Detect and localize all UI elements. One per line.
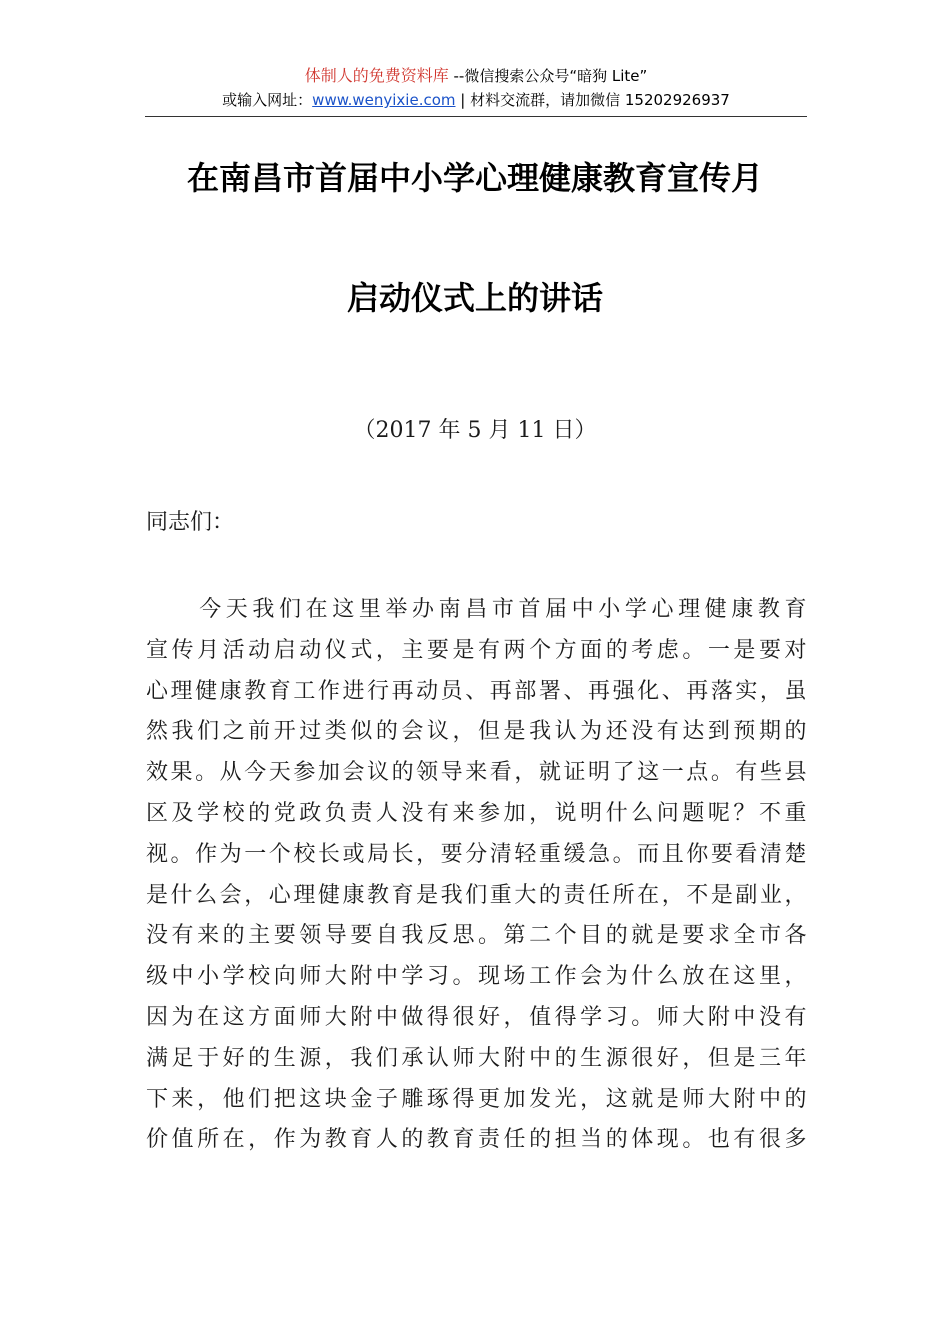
brand-name: 体制人的免费资料库 [304, 66, 449, 85]
body-line: 没有来的主要领导要自我反思。第二个目的就是要求全市各 [146, 923, 808, 949]
page-header [145, 64, 807, 112]
body-line: 因为在这方面师大附中做得很好，值得学习。师大附中没有 [146, 1004, 808, 1030]
wechat-notice: --微信搜索公众号“暗狗 Lite” [448, 67, 648, 85]
body-line: 效果。从今天参加会议的领导来看，就证明了这一点。有些县 [146, 760, 808, 786]
body-line: 是什么会，心理健康教育是我们重大的责任所在，不是副业， [146, 882, 808, 908]
body-line: 区及学校的党政负责人没有来参加，说明什么问题呢？不重 [146, 800, 808, 826]
salutation: 同志们： [146, 510, 235, 535]
header-line-1 [145, 64, 807, 88]
contact-info: 材料交流群，请加微信 15202926937 [470, 91, 730, 109]
body-line: 然我们之前开过类似的会议，但是我认为还没有达到预期的 [146, 719, 808, 745]
website-link[interactable]: www.wenyixie.com [312, 91, 456, 109]
body-line: 价值所在，作为教育人的教育责任的担当的体现。也有很多 [146, 1127, 808, 1153]
speech-date: （2017 年 5 月 11 日） [353, 418, 597, 443]
header-line-2 [145, 88, 807, 112]
body-line: 下来，他们把这块金子雕琢得更加发光，这就是师大附中的 [146, 1086, 808, 1112]
body-line: 级中小学校向师大附中学习。现场工作会为什么放在这里， [146, 964, 808, 990]
body-line: 视。作为一个校长或局长，要分清轻重缓急。而且你要看清楚 [146, 841, 808, 867]
body-line: 宣传月活动启动仪式，主要是有两个方面的考虑。一是要对 [146, 637, 808, 663]
document-title-line-1: 在南昌市首届中小学心理健康教育宣传月 [186, 159, 763, 197]
header-divider [145, 116, 807, 117]
body-line: 心理健康教育工作进行再动员、再部署、再强化、再落实，虽 [146, 678, 808, 704]
body-paragraph [146, 590, 808, 1161]
body-line: 满足于好的生源，我们承认师大附中的生源很好，但是三年 [146, 1045, 808, 1071]
url-prefix: 或输入网址： [222, 91, 313, 109]
body-line: 今天我们在这里举办南昌市首届中小学心理健康教育 [146, 597, 808, 622]
header-separator: | [455, 91, 471, 109]
document-title-line-2: 启动仪式上的讲话 [346, 279, 603, 317]
